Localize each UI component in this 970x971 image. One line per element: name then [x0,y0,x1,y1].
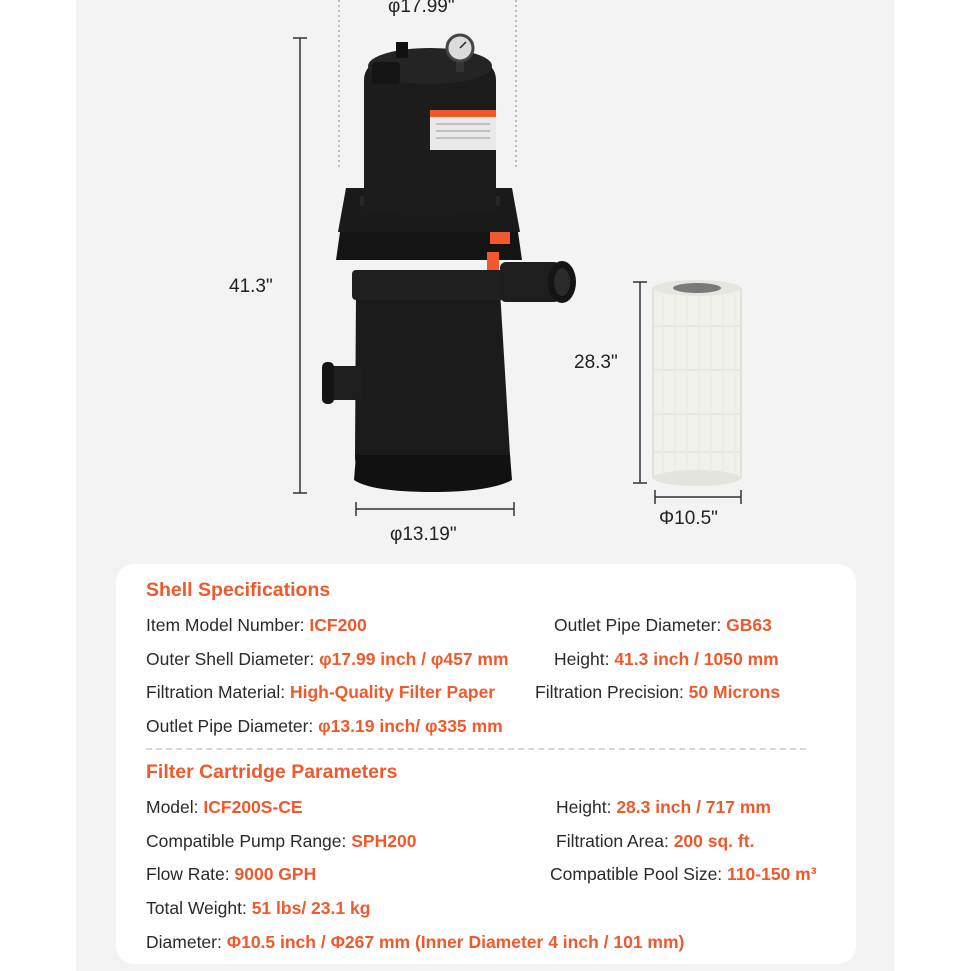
spec-outlet-pipe-diameter-2: Outlet Pipe Diameter: φ13.19 inch/ φ335 mm [146,716,503,736]
cartridge-diameter-dimension-line [655,490,741,504]
spec-filtration-material: Filtration Material: High-Quality Filter Paper [146,682,496,702]
base-diameter-label: φ13.19" [390,524,457,545]
spec-flow-rate: Flow Rate: 9000 GPH [146,864,317,884]
spec-cartridge-diameter: Diameter: Φ10.5 inch / Φ267 mm (Inner Diameter 4 inch / 101 mm) [146,932,685,952]
spec-cartridge-height: Height: 28.3 inch / 717 mm [556,797,771,817]
specifications-card [116,564,856,964]
filter-cartridge [653,280,741,486]
top-diameter-label: φ17.99" [388,0,455,17]
spec-height: Height: 41.3 inch / 1050 mm [554,649,779,669]
base-diameter-dimension-line [356,502,514,516]
cartridge-diameter-label: Φ10.5" [659,508,718,529]
spec-filtration-area: Filtration Area: 200 sq. ft. [556,831,755,851]
spec-outlet-pipe-diameter: Outlet Pipe Diameter: GB63 [554,615,772,635]
spec-compatible-pump-range: Compatible Pump Range: SPH200 [146,831,417,851]
spec-cartridge-model: Model: ICF200S-CE [146,797,303,817]
section-divider [146,748,806,750]
spec-total-weight: Total Weight: 51 lbs/ 23.1 kg [146,898,371,918]
height-dimension-line [293,38,307,493]
filter-cartridge-parameters-title: Filter Cartridge Parameters [146,761,398,783]
cartridge-height-label: 28.3" [574,352,618,373]
pool-filter-housing [322,35,576,492]
spec-filtration-precision: Filtration Precision: 50 Microns [535,682,781,702]
height-label: 41.3" [229,276,273,297]
cartridge-height-dimension-line [633,282,647,483]
spec-item-model-number: Item Model Number: ICF200 [146,615,367,635]
spec-compatible-pool-size: Compatible Pool Size: 110-150 m³ [550,864,817,884]
spec-outer-shell-diameter: Outer Shell Diameter: φ17.99 inch / φ457 mm [146,649,509,669]
shell-specifications-title: Shell Specifications [146,579,331,601]
